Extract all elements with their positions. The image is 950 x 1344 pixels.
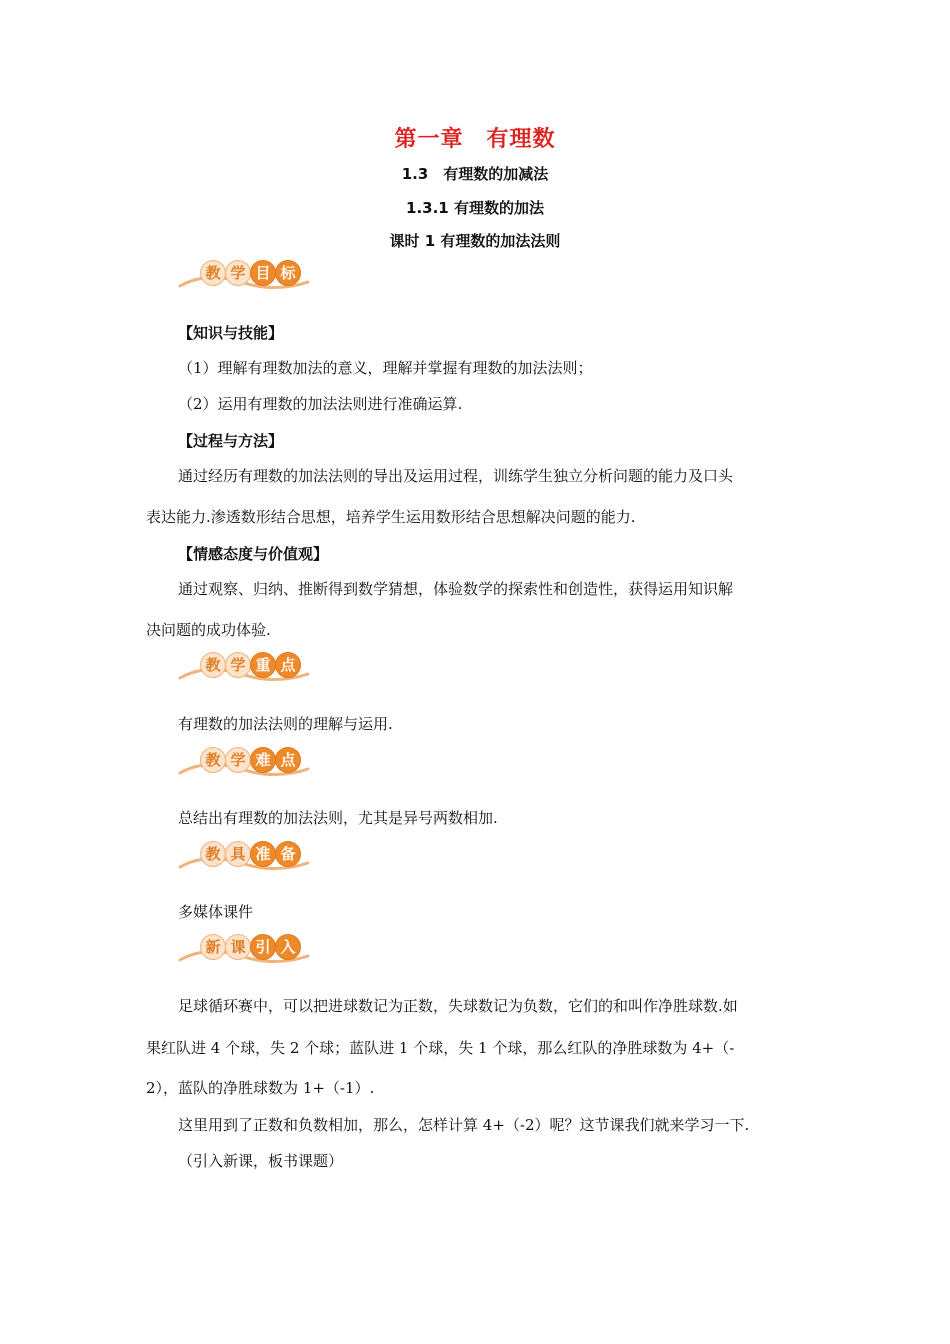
key-points-badge bbox=[178, 650, 318, 684]
badge-char: 教 bbox=[200, 747, 226, 773]
emotion-values-heading: 【情感态度与价值观】 bbox=[178, 545, 329, 563]
badge-char: 备 bbox=[275, 841, 301, 867]
badge-char: 学 bbox=[225, 260, 251, 286]
intro-paragraph-2: 这里用到了正数和负数相加，那么，怎样计算 4+（-2）呢？这节课我们就来学习一下. bbox=[178, 1116, 750, 1134]
badge-char: 教 bbox=[200, 652, 226, 678]
badge-char: 课 bbox=[225, 934, 251, 960]
process-method-heading: 【过程与方法】 bbox=[178, 432, 284, 450]
badge-char: 教 bbox=[200, 260, 226, 286]
badge-char: 点 bbox=[275, 652, 301, 678]
section-title: 1.3 有理数的加减法 bbox=[401, 165, 549, 183]
badge-char: 难 bbox=[250, 747, 276, 773]
badge-char: 重 bbox=[250, 652, 276, 678]
key-points-text: 有理数的加法法则的理解与运用. bbox=[178, 715, 393, 733]
badge-char: 新 bbox=[200, 934, 226, 960]
badge-char: 准 bbox=[250, 841, 276, 867]
intro-paragraph-3: （引入新课，板书课题） bbox=[178, 1152, 344, 1170]
badge-char: 具 bbox=[225, 841, 251, 867]
process-paragraph-line: 表达能力.渗透数形结合思想，培养学生运用数形结合思想解决问题的能力. bbox=[146, 508, 636, 526]
intro-paragraph-line: 足球循环赛中，可以把进球数记为正数，失球数记为负数，它们的和叫作净胜球数.如 bbox=[178, 997, 738, 1015]
subsection-title: 1.3.1 有理数的加法 bbox=[406, 199, 544, 217]
badge-char: 引 bbox=[250, 934, 276, 960]
teaching-goals-badge bbox=[178, 258, 318, 292]
badge-char: 点 bbox=[275, 747, 301, 773]
badge-char: 入 bbox=[275, 934, 301, 960]
badge-char: 教 bbox=[200, 841, 226, 867]
intro-paragraph-line: 果红队进 4 个球，失 2 个球；蓝队进 1 个球，失 1 个球，那么红队的净胜球数为 4+（- bbox=[146, 1039, 735, 1057]
emotion-paragraph-line: 通过观察、归纳、推断得到数学猜想，体验数学的探索性和创造性，获得运用知识解 bbox=[178, 580, 734, 598]
process-paragraph-line: 通过经历有理数的加法法则的导出及运用过程，训练学生独立分析问题的能力及口头 bbox=[178, 467, 734, 485]
badge-char: 目 bbox=[250, 260, 276, 286]
knowledge-skills-heading: 【知识与技能】 bbox=[178, 324, 284, 342]
badge-char: 学 bbox=[225, 747, 251, 773]
lesson-title: 课时 1 有理数的加法法则 bbox=[389, 232, 561, 250]
knowledge-item-2: （2）运用有理数的加法法则进行准确运算. bbox=[178, 395, 463, 413]
intro-paragraph-line: 2），蓝队的净胜球数为 1+（-1）. bbox=[146, 1079, 375, 1097]
emotion-paragraph-line: 决问题的成功体验. bbox=[146, 621, 271, 639]
badge-char: 标 bbox=[275, 260, 301, 286]
chapter-title: 第一章 有理数 bbox=[394, 127, 556, 152]
knowledge-item-1: （1）理解有理数加法的意义，理解并掌握有理数的加法法则； bbox=[178, 359, 593, 377]
difficulties-badge bbox=[178, 745, 318, 779]
badge-char: 学 bbox=[225, 652, 251, 678]
teaching-tools-badge bbox=[178, 839, 318, 873]
new-lesson-intro-badge bbox=[178, 932, 318, 966]
teaching-tools-text: 多媒体课件 bbox=[178, 903, 254, 921]
difficulties-text: 总结出有理数的加法法则，尤其是异号两数相加. bbox=[178, 809, 498, 827]
